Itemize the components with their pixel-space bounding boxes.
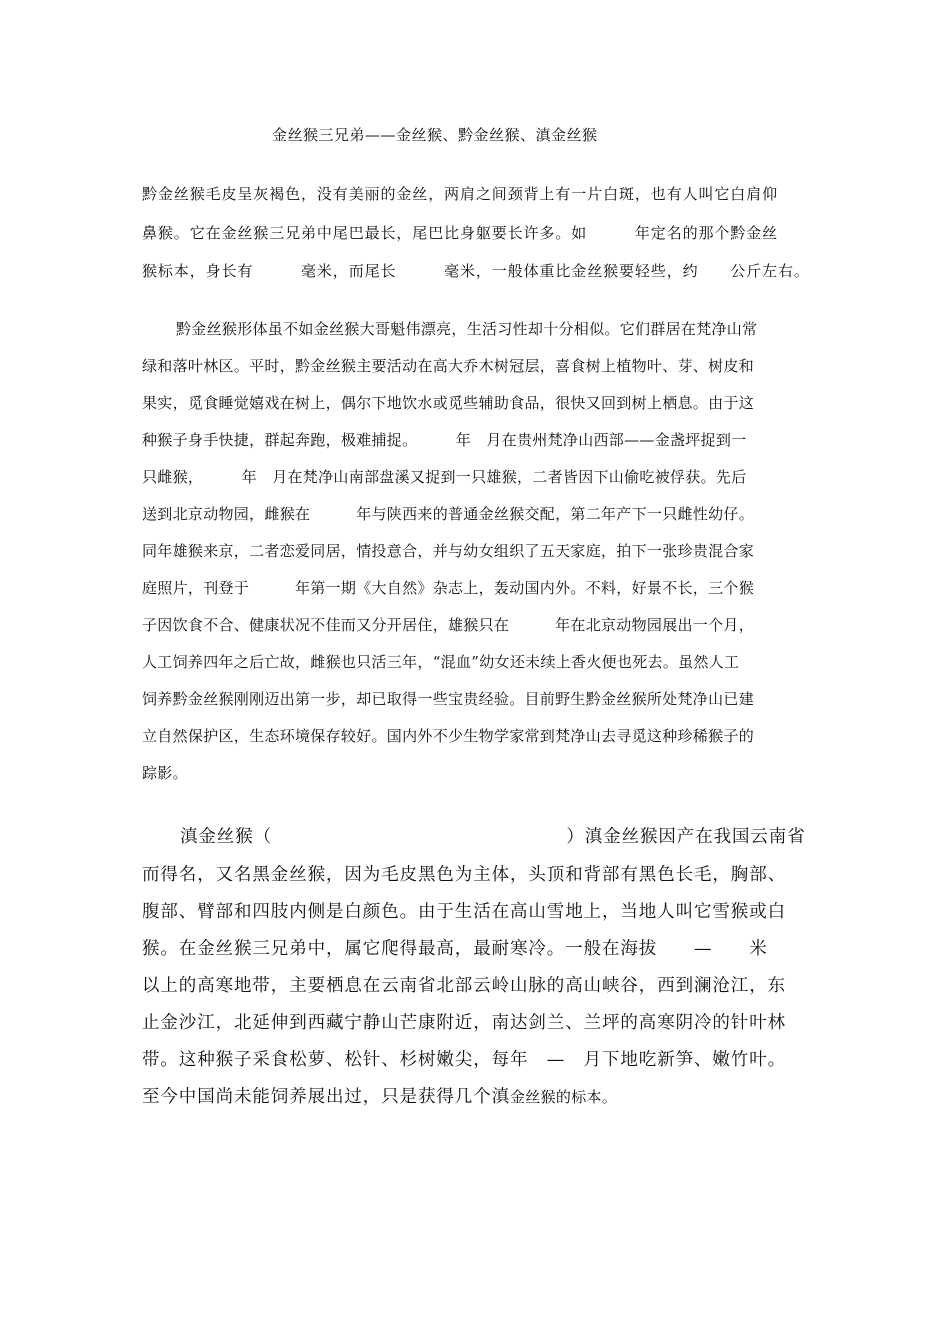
document-title: 金丝猴三兄弟——金丝猴、黔金丝猴、滇金丝猴	[272, 126, 598, 144]
paragraph-line: 滇金丝猴（ ）滇金丝猴因产在我国云南省	[180, 827, 806, 847]
paragraph-line: 庭照片，刊登于 年第一期《大自然》杂志上，轰动国内外。不料，好景不长，三个猴	[142, 579, 755, 597]
paragraph-line: 猴标本，身长有 毫米，而尾长 毫米，一般体重比金丝猴要轻些，约 公斤左右。	[142, 262, 810, 280]
paragraph-line: 子因饮食不合、健康状况不佳而又分开居住，雄猴只在 年在北京动物园展出一个月，	[142, 616, 755, 634]
paragraph-line: 带。这种猴子采食松萝、松针、杉树嫩尖，每年 — 月下地吃新笋、嫩竹叶。	[142, 1050, 786, 1070]
paragraph-line: 以上的高寒地带，主要栖息在云南省北部云岭山脉的高山峡谷，西到澜沧江，东	[142, 976, 786, 996]
paragraph-line: 猴。在金丝猴三兄弟中，属它爬得最高，最耐寒冷。一般在海拔 — 米	[142, 939, 768, 959]
paragraph-line: 鼻猴。它在金丝猴三兄弟中尾巴最长，尾巴比身躯要长许多。如 年定名的那个黔金丝	[142, 224, 779, 242]
paragraph-last-line	[142, 1083, 617, 1108]
paragraph-line: 饲养黔金丝猴刚刚迈出第一步，却已取得一些宝贵经验。目前野生黔金丝猴所处梵净山已建	[142, 690, 755, 708]
paragraph-line: 止金沙江，北延伸到西藏宁静山芒康附近，南达剑兰、兰坪的高寒阴冷的针叶林	[142, 1013, 786, 1033]
paragraph-line: 绿和落叶林区。平时，黔金丝猴主要活动在高大乔木树冠层，喜食树上植物叶、芽、树皮和	[142, 357, 755, 375]
paragraph-line: 人工饲养四年之后亡故，雌猴也只活三年，“混血”幼女还未续上香火便也死去。虽然人工	[142, 653, 740, 671]
paragraph-line: 同年雄猴来京，二者恋爱同居，情投意合，并与幼女组织了五天家庭，拍下一张珍贵混合家	[142, 542, 755, 560]
paragraph-line: 而得名，又名黑金丝猴，因为毛皮黑色为主体，头顶和背部有黑色长毛，胸部、	[142, 865, 786, 885]
paragraph-line: 种猴子身手快捷，群起奔跑，极难捕捉。 年 月在贵州梵净山西部——金盏坪捉到一	[142, 431, 747, 449]
paragraph-line: 腹部、臂部和四肢内侧是白颜色。由于生活在高山雪地上，当地人叫它雪猴或白	[142, 902, 786, 922]
paragraph-line: 黔金丝猴形体虽不如金丝猴大哥魁伟漂亮，生活习性却十分相似。它们群居在梵净山常	[176, 320, 758, 338]
last-line-main: 至今中国尚未能饲养展出过，只是获得几个滇	[142, 1087, 510, 1107]
paragraph-line: 送到北京动物园，雌猴在 年与陕西来的普通金丝猴交配，第二年产下一只雌性幼仔。	[142, 505, 755, 523]
paragraph-line: 踪影。	[142, 764, 188, 782]
paragraph-line: 黔金丝猴毛皮呈灰褐色，没有美丽的金丝，两肩之间颈背上有一片白斑，也有人叫它白肩仰	[142, 185, 779, 203]
paragraph-line: 只雌猴， 年 月在梵净山南部盘溪又捉到一只雄猴，二者皆因下山偷吃被俘获。先后	[142, 468, 747, 486]
last-line-small: 金丝猴的标本。	[510, 1088, 618, 1106]
paragraph-line: 果实，觅食睡觉嬉戏在树上，偶尔下地饮水或觅些辅助食品，很快又回到树上栖息。由于这	[142, 394, 755, 412]
paragraph-line: 立自然保护区，生态环境保存较好。国内外不少生物学家常到梵净山去寻觅这种珍稀猴子的	[142, 727, 755, 745]
